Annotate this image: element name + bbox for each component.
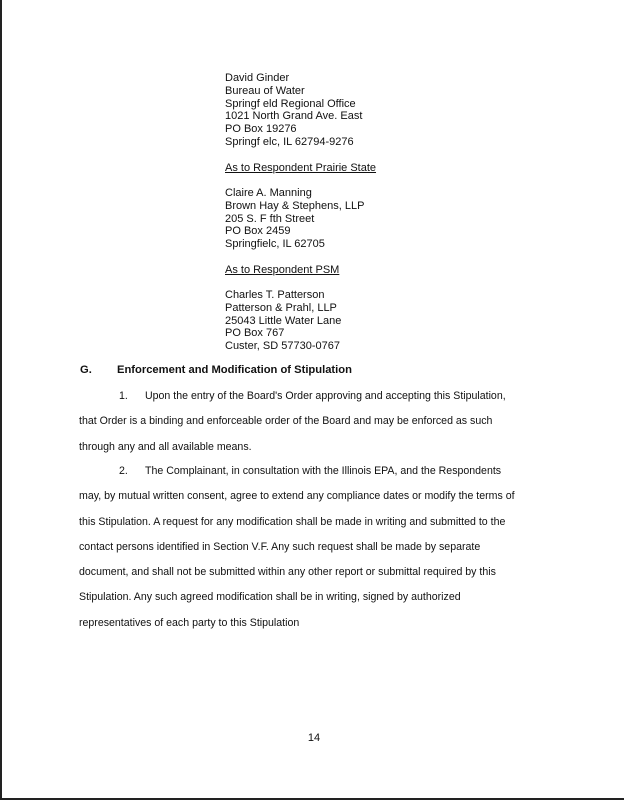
paragraph-number: 2. — [119, 465, 128, 477]
paragraph-line: this Stipulation. A request for any modification shall be made in writing and submitted to the — [79, 515, 506, 528]
contact-line: 1021 North Grand Ave. East — [225, 110, 363, 123]
contact-line: Custer, SD 57730-0767 — [225, 340, 340, 353]
paragraph-number: 1. — [119, 390, 128, 402]
paragraph-1 — [79, 384, 549, 460]
page-number: 14 — [307, 732, 321, 744]
paragraph-line: Upon the entry of the Board's Order approving and accepting this Stipulation, — [145, 390, 506, 402]
contact-line: David Ginder — [225, 72, 290, 84]
paragraph-line: that Order is a binding and enforceable order of the Board and may be enforced as such — [79, 415, 493, 428]
contact-block-prairie-state — [225, 187, 364, 251]
heading-respondent-prairie-state: As to Respondent Prairie State — [225, 162, 377, 174]
paragraph-line: representatives of each party to this Stipulation — [79, 616, 300, 629]
paragraph-line: Stipulation. Any such agreed modification shall be in writing, signed by authorized — [79, 591, 461, 604]
contact-line: Patterson & Prahl, LLP — [225, 301, 337, 314]
contact-line: Springf elc, IL 62794-9276 — [225, 135, 354, 148]
contact-line: 25043 Little Water Lane — [225, 314, 342, 327]
contact-line: Claire A. Manning — [225, 187, 312, 199]
contact-line: PO Box 767 — [225, 327, 285, 340]
paragraph-line: The Complainant, in consultation with the Illinois EPA, and the Respondents — [145, 465, 502, 477]
paragraph-line: may, by mutual written consent, agree to extend any compliance dates or modify the terms of — [79, 490, 515, 503]
paragraph-2 — [79, 459, 549, 636]
section-heading — [80, 364, 352, 376]
contact-line: PO Box 19276 — [225, 123, 297, 136]
paragraph-line: document, and shall not be submitted within any other report or submittal required by this — [79, 566, 496, 579]
section-letter: G. — [80, 364, 92, 376]
contact-line: Charles T. Patterson — [225, 289, 325, 301]
section-title: Enforcement and Modification of Stipulation — [117, 364, 352, 376]
contact-block-illinois-epa — [225, 72, 362, 149]
contact-line: Brown Hay & Stephens, LLP — [225, 199, 365, 212]
contact-line: PO Box 2459 — [225, 225, 291, 238]
contact-block-psm — [225, 289, 341, 353]
contact-line: 205 S. F fth Street — [225, 212, 315, 225]
paragraph-line: contact persons identified in Section V.F. Any such request shall be made by separate — [79, 540, 481, 553]
contact-line: Springfielc, IL 62705 — [225, 238, 325, 251]
contact-line: Springf eld Regional Office — [225, 97, 356, 110]
heading-respondent-psm: As to Respondent PSM — [225, 264, 340, 276]
contact-line: Bureau of Water — [225, 84, 305, 97]
paragraph-line: through any and all available means. — [79, 440, 252, 453]
